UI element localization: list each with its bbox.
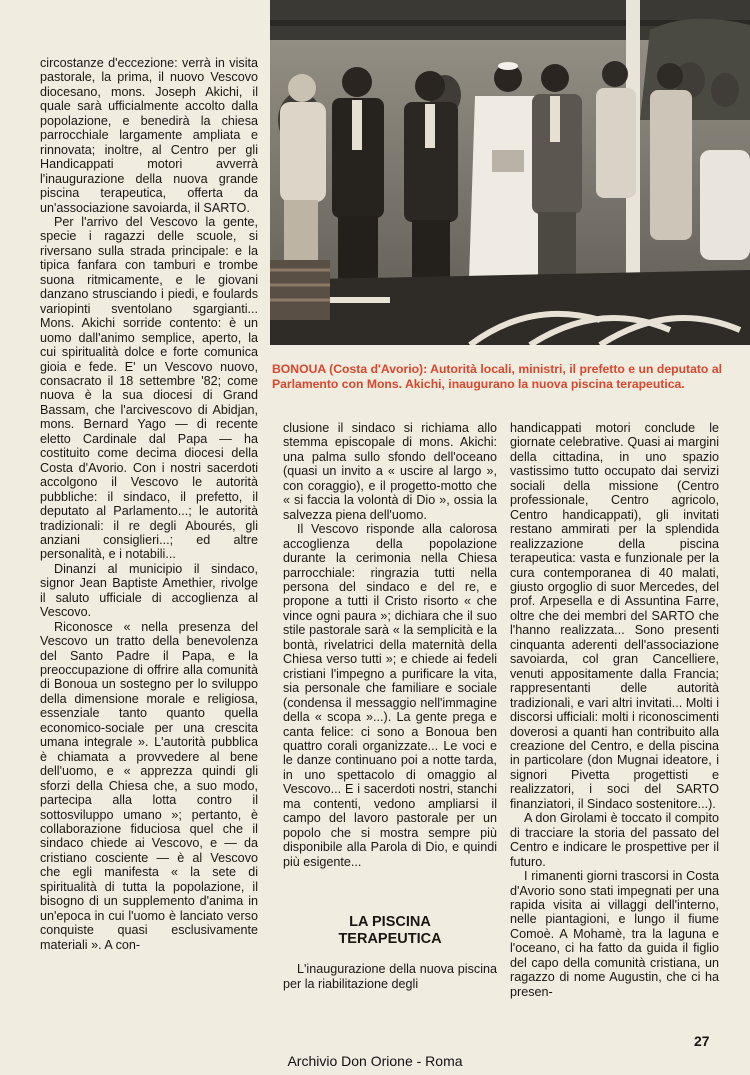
paragraph: circostanze d'eccezione: verrà in visita pastorale, la prima, il nuovo Vescovo diocesano, mons. Joseph Akichi, il quale sarà ufficialmente accolto dalla popolazione, e benedirà la chiesa parrocchiale largamente ampliata e rinnovata; inoltre, al Centro per gli Handicappati motori avverrà l'inaugurazione della nuova grande piscina terapeutica, offerta da un'associazione savoiarda, il SARTO. (40, 56, 258, 215)
section-heading (283, 914, 497, 948)
paragraph: A don Girolami è toccato il compito di tracciare la storia del passato del Centro e indicare le prospettive per il futuro. (510, 811, 719, 869)
paragraph: Riconosce « nella presenza del Vescovo un tratto della benevolenza del Santo Padre il Papa, e la preoccupazione di offrire alla comunità di Bonoua un sostegno per lo sviluppo della dimensione morale e religiosa, essenziale tanto quanto quella economico-sociale per una crescita umana integrale ». L'autorità pubblica è chiamata a provvedere al bene dell'uomo, e « apprezza quindi gli sforzi della Chiesa che, a suo modo, partecipa alla lotta contro il sottosviluppo umano »; pertanto, è collaborazione fiduciosa quel che il sindaco chiede ai Vescovo, e — da cristiano cosciente — è al Vescovo che egli manifesta « la sete di spiritualità di tutta la popolazione, il bisogno di un supplemento d'anima in un'epoca in cui l'uomo è lanciato verso conquiste quasi esclusivamente materiali ». A con- (40, 619, 258, 952)
ceremony-photo (270, 0, 750, 345)
paragraph: handicappati motori conclude le giornate celebrative. Quasi ai margini della cittadina, in uno spazio vastissimo tutto occupato dai servizi sociali della missione (Centro professionale, Centro agricolo, Centro handicappati), gli invitati restano ammirati per la splendida realizzazione della piscina terapeutica: vasta e funzionale per la cura contemporanea di 40 malati, giusto orgoglio di suor Mercedes, del prof. Arpesella e di Assuntina Farre, oltre che dei membri del SARTO che l'hanno realizzata... Sono presenti cinquanta aderenti dell'associazione savoiarda, col gran Cancelliere, venuti appositamente dalla Francia; rappresentanti delle autorità tradizionali, e vari altri invitati... Molti i discorsi ufficiali: molti i riconoscimenti doverosi a quanti han contribuito alla creazione del Centro, e della piscina in particolare (don Mugnai ideatore, i signori Pivetta progettisti e realizzatori, i soci del SARTO finanziatori, il Sindaco sostenitore...). (510, 421, 719, 811)
photo-illustration (270, 0, 750, 345)
paragraph: Per l'arrivo del Vescovo la gente, specie i ragazzi delle scuole, si riversano sulla strada principale: e la tipica fanfara con tamburi e trombe suona ritmicamente, e le giovani danzano strusciando i piedi, e foulards variopinti sventolano sgargianti... Mons. Akichi sorride contento: è un uomo dall'animo semplice, aperto, la cui spiritualità dolce e forte comunica gioia e fede. E' un Vescovo nuovo, consacrato il 18 settembre '82; come nuova è la sua diocesi di Grand Bassam, che l'arcivescovo di Abidjan, mons. Bernard Yago — di recente eletto Cardinale dal Papa — ha costituito come decima diocesi della Costa d'Avorio. Con i nostri sacerdoti accolgono il Vescovo le autorità pubbliche: il sindaco, il prefetto, il deputato al Parlamento...; le autorità tradizionali: il re degli Abourés, gli anziani consiglieri...; ed altre personalità, e i notabili... (40, 214, 258, 562)
paragraph: L'inaugurazione della nuova piscina per la riabilitazione degli (283, 962, 497, 991)
paragraph: I rimanenti giorni trascorsi in Costa d'Avorio sono stati impegnati per una rapida visita ai villaggi dell'interno, nelle piantagioni, e lungo il fiume Comoè. A Mohamè, tra la laguna e l'oceano, ci ha fatto da guida il figlio del capo della comunità cristiana, un ragazzo di nome Augustin, che ci ha presen- (510, 869, 719, 999)
paragraph: Dinanzi al municipio il sindaco, signor Jean Baptiste Amethier, rivolge il saluto ufficiale di accoglienza al Vescovo. (40, 561, 258, 620)
photo-caption: BONOUA (Costa d'Avorio): Autorità locali, ministri, il prefetto e un deputato al Parlamento con Mons. Akichi, inaugurano la nuova piscina terapeutica. (272, 362, 722, 391)
paragraph: Il Vescovo risponde alla calorosa accoglienza della popolazione durante la cerimonia nella Chiesa parrocchiale: ringrazia tutti nella persona del sindaco e del re, e propone a tutti il Cristo risorto « che vince ogni paura »; dichiara che il suo stile pastorale sarà « la semplicità e la bontà, rivelatrici della maternità della Chiesa verso tutti »; e chiede ai fedeli cristiani l'impegno a purificare la vita, sia personale che familiare e sociale (condensa il messaggio nell'immagine della « scopa »...). La gente prega e canta felice: ci sono a Bonoua ben quattro corali organizzate... Le voci e le danze continuano poi a notte tarda, in uno spettacolo di omaggio al Vescovo... E i sacerdoti nostri, stanchi ma contenti, vedono ampliarsi il campo del lavoro pastorale per un popolo che si mostra sempre più disponibile alla Parola di Dio, e quindi più esigente... (283, 522, 497, 869)
archive-label: Archivio Don Orione - Roma (287, 1053, 463, 1069)
text-column-2 (283, 421, 497, 991)
section-heading-line: TERAPEUTICA (338, 931, 442, 948)
text-column-1 (40, 56, 258, 952)
text-column-3 (510, 421, 719, 999)
page-number: 27 (694, 1033, 710, 1049)
section-heading-line: LA PISCINA (349, 914, 431, 931)
paragraph: clusione il sindaco si richiama allo stemma episcopale di mons. Akichi: una palma sullo sfondo dell'oceano (quasi un invito a « uscire al largo », con coraggio), e il progetto-motto che « si faccia la volontà di Dio », ossia la salvezza piena dell'uomo. (283, 421, 497, 522)
